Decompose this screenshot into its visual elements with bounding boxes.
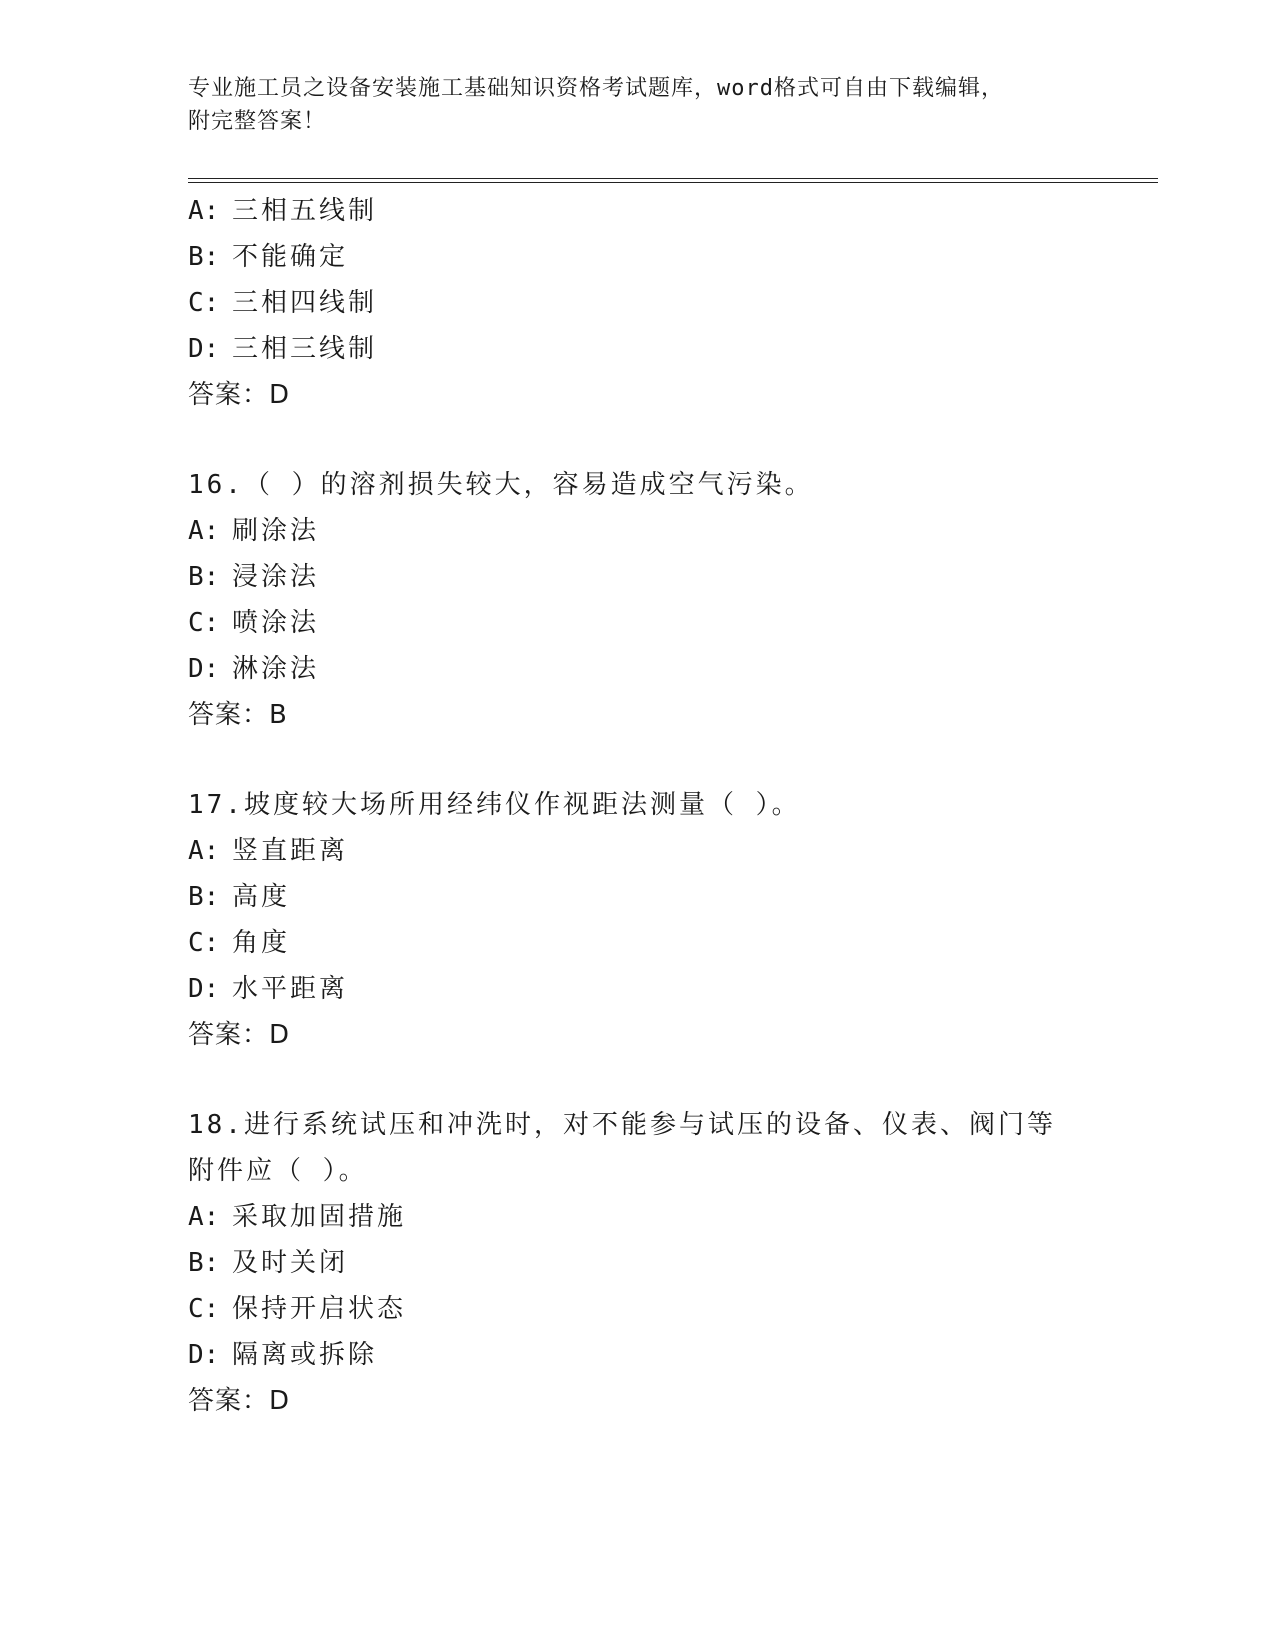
question-block-18 bbox=[188, 1102, 1088, 1424]
header-line-1: 专业施工员之设备安装施工基础知识资格考试题库，word格式可自由下载编辑， bbox=[188, 76, 1004, 101]
option-a: A: 采取加固措施 bbox=[188, 1202, 407, 1232]
question-text: 17.坡度较大场所用经纬仪作视距法测量（ ）。 bbox=[188, 790, 801, 820]
option-a: A: 刷涂法 bbox=[188, 516, 320, 546]
option-a: A: 三相五线制 bbox=[188, 196, 378, 226]
option-c: C: 角度 bbox=[188, 928, 291, 958]
header-divider bbox=[188, 178, 1158, 183]
question-block-17 bbox=[188, 782, 1088, 1058]
answer-line: 答案：D bbox=[188, 1020, 291, 1050]
option-d: D: 三相三线制 bbox=[188, 334, 378, 364]
answer-line: 答案：D bbox=[188, 380, 291, 410]
answer-line: 答案：D bbox=[188, 1386, 291, 1416]
option-b: B: 高度 bbox=[188, 882, 291, 912]
option-b: B: 浸涂法 bbox=[188, 562, 320, 592]
option-c: C: 三相四线制 bbox=[188, 288, 378, 318]
option-d: D: 水平距离 bbox=[188, 974, 349, 1004]
option-d: D: 隔离或拆除 bbox=[188, 1340, 378, 1370]
question-list bbox=[188, 188, 1088, 1468]
document-header bbox=[188, 72, 1088, 138]
option-b: B: 不能确定 bbox=[188, 242, 349, 272]
option-c: C: 喷涂法 bbox=[188, 608, 320, 638]
question-block-15 bbox=[188, 188, 1088, 418]
answer-line: 答案：B bbox=[188, 700, 288, 730]
option-b: B: 及时关闭 bbox=[188, 1248, 349, 1278]
option-d: D: 淋涂法 bbox=[188, 654, 320, 684]
option-a: A: 竖直距离 bbox=[188, 836, 349, 866]
header-line-2: 附完整答案！ bbox=[188, 109, 327, 134]
option-c: C: 保持开启状态 bbox=[188, 1294, 407, 1324]
question-block-16 bbox=[188, 462, 1088, 738]
question-text: 16.（ ）的溶剂损失较大，容易造成空气污染。 bbox=[188, 470, 814, 500]
question-text: 18.进行系统试压和冲洗时，对不能参与试压的设备、仪表、阀门等附件应（ ）。 bbox=[188, 1110, 1056, 1186]
